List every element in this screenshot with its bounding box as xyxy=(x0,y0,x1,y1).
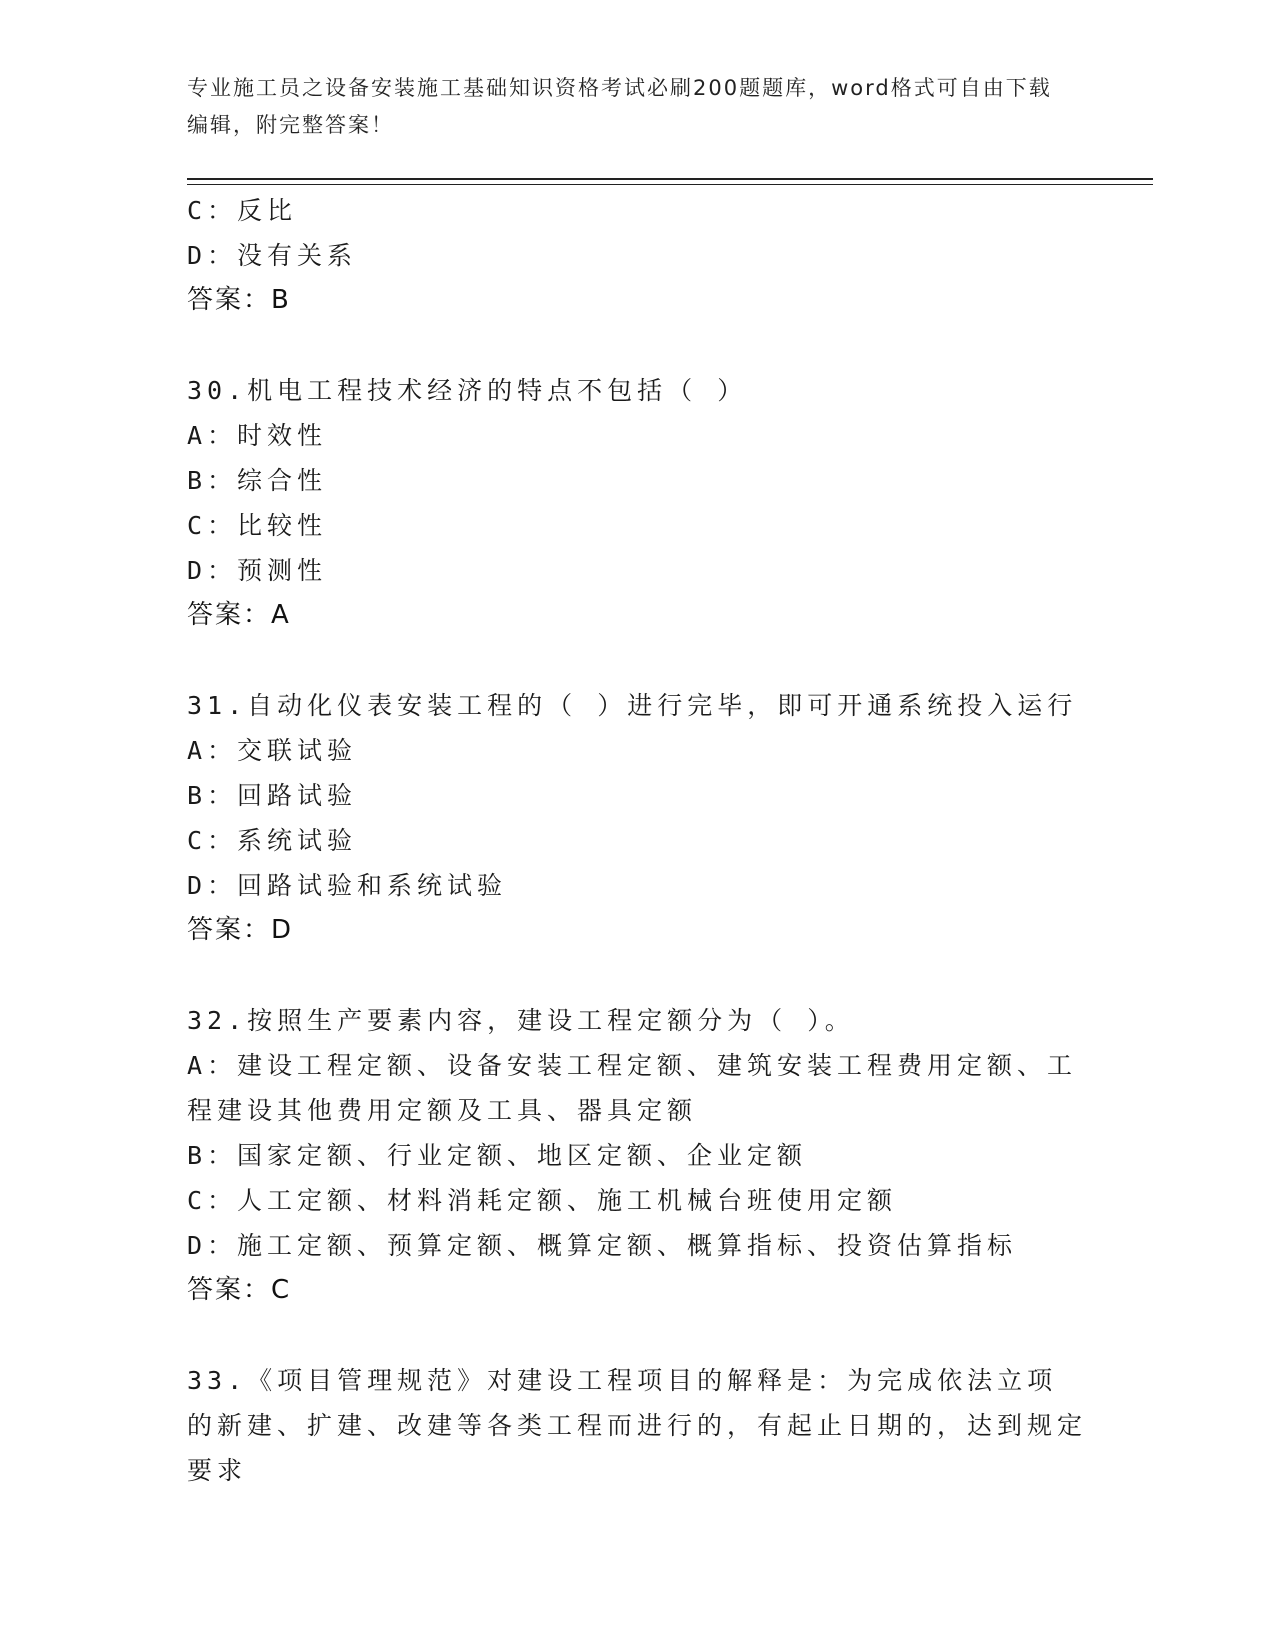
question-stem: 31.自动化仪表安装工程的（ ）进行完毕，即可开通系统投入运行 xyxy=(187,691,1078,720)
question-block-32 xyxy=(187,998,1087,1313)
option-c: C：人工定额、材料消耗定额、施工机械台班使用定额 xyxy=(187,1186,898,1215)
option-b: B：综合性 xyxy=(187,466,328,495)
option-c: C：比较性 xyxy=(187,511,328,540)
spacer xyxy=(187,638,1087,683)
option-c: C：系统试验 xyxy=(187,826,358,855)
question-list xyxy=(187,188,1087,1493)
option-d: D：施工定额、预算定额、概算定额、概算指标、投资估算指标 xyxy=(187,1231,1018,1260)
question-block-31 xyxy=(187,683,1087,953)
answer-line: 答案：A xyxy=(187,600,291,630)
spacer xyxy=(187,953,1087,998)
spacer xyxy=(187,323,1087,368)
question-block-29 xyxy=(187,188,1087,323)
option-d: D：回路试验和系统试验 xyxy=(187,871,508,900)
question-stem: 33.《项目管理规范》对建设工程项目的解释是：为完成依法立项的新建、扩建、改建等各类工程而进行的，有起止日期的，达到规定要求 xyxy=(187,1366,1088,1485)
question-stem: 32.按照生产要素内容，建设工程定额分为（ ）。 xyxy=(187,1006,855,1035)
option-a: A：时效性 xyxy=(187,421,328,450)
option-d: D：预测性 xyxy=(187,556,328,585)
option-d: D：没有关系 xyxy=(187,241,358,270)
answer-line: 答案：B xyxy=(187,285,291,315)
header-divider xyxy=(187,178,1153,185)
answer-line: 答案：D xyxy=(187,915,294,945)
question-block-33 xyxy=(187,1358,1087,1493)
question-stem: 30.机电工程技术经济的特点不包括（ ） xyxy=(187,376,748,405)
spacer xyxy=(187,1313,1087,1358)
option-a: A：交联试验 xyxy=(187,736,358,765)
option-b: B：国家定额、行业定额、地区定额、企业定额 xyxy=(187,1141,808,1170)
option-c: C：反比 xyxy=(187,196,298,225)
document-header: 专业施工员之设备安装施工基础知识资格考试必刷200题题库，word格式可自由下载编辑，附完整答案！ xyxy=(187,76,1052,137)
answer-line: 答案：C xyxy=(187,1275,292,1305)
option-a: A：建设工程定额、设备安装工程定额、建筑安装工程费用定额、工程建设其他费用定额及工具、器具定额 xyxy=(187,1051,1078,1125)
option-b: B：回路试验 xyxy=(187,781,358,810)
question-block-30 xyxy=(187,368,1087,638)
